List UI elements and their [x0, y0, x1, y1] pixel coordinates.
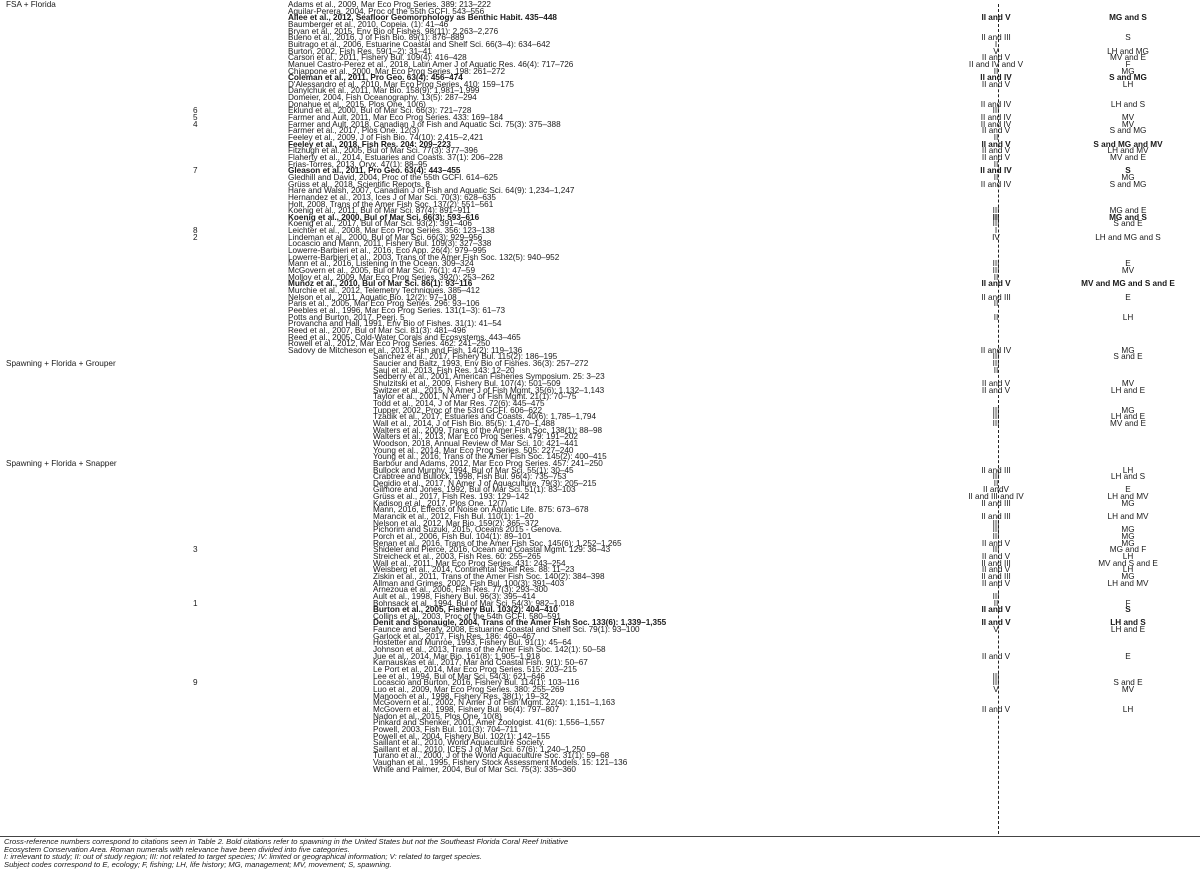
citation-text: Coleman et al., 2011, Pro Geo. 63(4): 456–474 — [288, 73, 463, 83]
citation-text: Young et al., 2016, Trans of the Amer Fish Soc. 145(2): 400–415 — [373, 452, 607, 462]
relevance-code: II and III — [981, 33, 1011, 43]
relevance-code: III — [992, 525, 1000, 535]
citation-text: Peebles et al., 1996, Mar Eco Prog Series. 131(1–3): 61–73 — [288, 305, 506, 315]
relevance-code: II and V — [981, 565, 1011, 575]
citation-text: White and Palmer, 2004, Bul of Mar Sci. 75(3): 335–360 — [373, 764, 576, 774]
subject-code: LH and MG — [1107, 46, 1149, 56]
relevance-code: II and V — [981, 152, 1011, 162]
citation-text: Reed et al., 2007, Bul of Mar Sci. 81(3): 481–496 — [288, 325, 466, 335]
subject-code: LH and MG and S — [1095, 232, 1161, 242]
citation-text: Lowerre-Barbieri et al., 2003, Trans of the Amer Fish Soc. 132(5): 940–952 — [288, 252, 560, 262]
relevance-code: II and III — [981, 558, 1011, 568]
citation-text: Luo et al., 2009, Mar Eco Prog Series. 380: 255–269 — [373, 684, 565, 694]
subject-code: S — [1125, 605, 1131, 615]
citation-text: Jue et al., 2014, Mar Bio. 161(8): 1,905–1,918 — [373, 651, 541, 661]
subject-code: MG and F — [1109, 545, 1147, 555]
category-label: Spawning + Florida + Snapper — [6, 458, 117, 468]
subject-code: LH and S — [1110, 618, 1146, 628]
subject-code: E — [1125, 651, 1131, 661]
citation-text: Sadovy de Mitcheson et al., 2013, Fish and Fish. 14(2): 119–136 — [288, 345, 523, 355]
citation-text: Shideler and Pierce, 2016, Ocean and Coastal Mgmt. 129: 36–43 — [373, 545, 611, 555]
relevance-code: II and IV — [980, 113, 1012, 123]
citation-text: Feeley et al., 2018, Fish Res. 204: 209–223 — [288, 139, 451, 149]
subject-code: S and MG and MV — [1093, 139, 1163, 149]
relevance-code: II and IV and V — [968, 59, 1024, 69]
citation-text: Wall et al., 2014, J of Fish Bio. 85(5): 1,470–1,488 — [373, 418, 555, 428]
footnote-line-1: Cross-reference numbers correspond to citations seen in Table 2. Bold citations refer to spawning in the United States but not the Southeast Florida Coral Reef Initiative — [4, 837, 569, 846]
category-label: FSA + Florida — [6, 0, 56, 9]
subject-code: S and MG — [1109, 126, 1147, 136]
relevance-code: III — [992, 671, 1000, 681]
cross-reference-number: 1 — [193, 598, 198, 608]
relevance-code: II and V — [981, 551, 1011, 561]
citation-text: Domeier, 2004, Fish Oceanography. 13(5): 287–294 — [288, 93, 477, 103]
citation-text: Renan et al., 2016, Trans of the Amer Fish Soc. 145(6): 1,252–1,265 — [373, 538, 622, 548]
relevance-code: II and V — [981, 651, 1011, 661]
subject-code: MG — [1121, 538, 1135, 548]
subject-code: S and E — [1113, 219, 1143, 229]
relevance-code: II and V — [981, 618, 1011, 628]
subject-code: LH and E — [1110, 412, 1146, 422]
citation-text: Burton et al., 2005, Fishery Bul. 103(2): 404–410 — [373, 605, 558, 615]
cross-reference-number: 4 — [193, 119, 198, 129]
citation-text: Hernandez et al., 2013, Ices J of Mar Sci. 70(3): 628–635 — [288, 192, 496, 202]
cross-reference-number: 6 — [193, 106, 198, 116]
citation-text: Denit and Sponaugle, 2004, Trans of the Amer Fish Soc. 133(6): 1,339–1,355 — [373, 618, 667, 628]
citation-text: Johnson et al., 2013, Trans of the Amer Fish Soc. 142(1): 50–58 — [373, 645, 606, 655]
citation-text: Farmer and Ault, 2018, Canadian J of Fish and Aquatic Sci. 75(3): 375–388 — [288, 119, 561, 129]
subject-code: LH and E — [1110, 385, 1146, 395]
subject-code: MV — [1121, 119, 1135, 129]
citation-text: Degidio et al., 2017, N Amer J of Aquaculture. 79(3): 205–215 — [373, 478, 597, 488]
footnote-line-2: Ecosystem Conservation Area. Roman numerals with relevance have been divided into five categories. — [4, 844, 350, 854]
subject-code: MV and E — [1110, 152, 1146, 162]
citation-text: Saul et al., 2013, Fish Res. 143: 12–20 — [373, 365, 515, 375]
subject-code: MV — [1121, 113, 1135, 123]
citation-text: Rowell et al., 2012, Mar Eco Prog Series. 462: 241–250 — [288, 339, 491, 349]
subject-code: MG and S — [1109, 212, 1147, 222]
citation-text: Le Port et al., 2014, Mar Eco Prog Series. 515: 203–215 — [373, 665, 577, 674]
citation-text: Woodson, 2018, Annual Review of Mar Sci. 10: 421–441 — [373, 438, 579, 448]
subject-code: MG and S — [1109, 13, 1147, 23]
subject-code: S and E — [1113, 678, 1143, 688]
relevance-code: II and III — [981, 512, 1011, 522]
relevance-code: II — [993, 365, 999, 375]
citation-text: Potts and Burton, 2017, Peerj. 5 — [288, 312, 405, 322]
citation-text: Nadon et al., 2015, Plos One. 10(8) — [373, 711, 502, 721]
citation-text: Muñoz et al., 2010, Bul of Mar Sci. 86(1): 93–116 — [288, 279, 473, 289]
citation-text: Kadison et al., 2017, Plos One. 12(7) — [373, 498, 508, 508]
citation-text: Saucier and Baltz, 1993, Env Bio of Fishes. 36(3): 257–272 — [373, 359, 589, 369]
relevance-code: II and V — [981, 279, 1011, 289]
citation-text: Nelson et al., 2011, Aquatic Bio. 12(2): 97–108 — [288, 292, 457, 302]
citation-text: Locascio and Burton, 2016, Fishery Bul. 114(1): 103–116 — [373, 678, 580, 688]
citation-text: Baumberger et al., 2010, Copeia. (1): 41–46 — [288, 19, 449, 29]
subject-code: E — [1125, 259, 1131, 269]
subject-code: S and MG — [1109, 73, 1147, 83]
relevance-code: II and IV — [980, 166, 1012, 176]
cross-reference-number: 7 — [193, 166, 198, 176]
subject-code: S — [1125, 166, 1131, 176]
relevance-code: V — [993, 625, 999, 635]
citation-text: Locascio and Mann, 2011, Fishery Bul. 109(3): 327–338 — [288, 239, 492, 249]
relevance-code: II — [993, 312, 999, 322]
relevance-code: IV — [992, 232, 1000, 242]
citation-text: Chiappone et al., 2000, Mar Eco Prog Series. 198: 261–272 — [288, 66, 506, 76]
citation-text: Lee et al., 1994, Bul of Mar Sci. 54(3): 621–646 — [373, 671, 546, 681]
relevance-code: V — [993, 684, 999, 694]
citation-text: Bueno et al., 2016, J of Fish Bio. 89(1): 876–889 — [288, 33, 465, 43]
citation-text: McGovern et al., 2005, Bul of Mar Sci. 76(1): 47–59 — [288, 266, 476, 275]
relevance-code: III — [992, 352, 1000, 362]
citation-text: Crabtree and Bullock, 1998, Fish Bul. 96(4): 735–753 — [373, 472, 567, 482]
relevance-code: III — [992, 212, 1000, 222]
relevance-code: III — [992, 266, 1000, 275]
subject-code: MV and MG and S and E — [1081, 279, 1175, 289]
citation-text: Lowerre-Barbieri et al., 2016, Eco App. 26(4): 979–995 — [288, 246, 487, 256]
relevance-code: II — [993, 172, 999, 182]
relevance-code: III — [992, 591, 1000, 601]
citation-text: Ault et al., 1998, Fishery Bul. 96(3): 395–414 — [373, 591, 536, 601]
citation-text: Frias-Torres, 2013, Oryx. 47(1): 88–95 — [288, 159, 428, 169]
citation-text: Provancha and Hall, 1991, Env Bio of Fishes. 31(1): 41–54 — [288, 319, 502, 329]
relevance-code: II and V — [981, 139, 1011, 149]
subject-code: MG — [1121, 571, 1135, 581]
relevance-code: I — [994, 226, 998, 236]
citation-text: Adams et al., 2009, Mar Eco Prog Series. 389: 213–222 — [288, 0, 491, 9]
relevance-code: II and IV — [980, 345, 1012, 355]
relevance-code: I — [994, 39, 998, 49]
cross-reference-number: 5 — [193, 113, 198, 123]
citation-text: Walters et al., 2009, Trans of the Amer Fish Soc. 138(1): 88–98 — [373, 425, 603, 435]
subject-code: E — [1125, 485, 1131, 495]
subject-code: MG and E — [1109, 206, 1147, 216]
subject-code: MG — [1121, 532, 1135, 541]
citation-text: Gleason et al., 2011, Pro Geo. 63(4): 443–455 — [288, 166, 461, 176]
relevance-code: II — [993, 159, 999, 169]
citation-text: Mann, 2016, Effects of Noise on Aquatic Life. 875: 673–678 — [373, 505, 589, 515]
citation-text: Holt, 2008, Trans of the Amer Fish Soc. 137(2): 551–561 — [288, 199, 494, 209]
relevance-code: II — [993, 299, 999, 309]
relevance-code: II and V — [981, 704, 1011, 714]
citation-text: Paris et al., 2005, Mar Eco Prog Series. 296: 93–106 — [288, 299, 480, 309]
citation-text: Bohnsack et al., 1994, Bul of Mar Sci. 54(3): 982–1,018 — [373, 598, 575, 608]
citation-text: Shulzitski et al., 2009, Fishery Bul. 107(4): 501–509 — [373, 379, 561, 389]
relevance-code: II and V — [981, 126, 1011, 136]
citation-text: Vaughan et al., 1995, Fishery Stock Assessment Models. 15: 121–136 — [373, 758, 628, 768]
cross-reference-number: 9 — [193, 678, 198, 688]
relevance-code: II and V — [981, 13, 1011, 23]
subject-code: MG — [1121, 172, 1135, 182]
relevance-code: II and IV — [980, 73, 1012, 83]
citation-text: Manooch et al., 1998, Fishery Res. 38(1): 19–32 — [373, 691, 549, 701]
citation-text: Garlock et al., 2017, Fish Res. 186: 460–467 — [373, 631, 536, 641]
citation-text: Murchie et al., 2012, Telemetry Techniques. 385–412 — [288, 285, 480, 295]
citation-text: Farmer and Ault, 2011, Mar Eco Prog Series. 433: 169–184 — [288, 113, 504, 123]
citation-text: Manuel Castro-Perez et al., 2018, Latin Amer J of Aquatic Res. 46(4): 717–726 — [288, 59, 574, 69]
subject-code: MG — [1121, 66, 1135, 76]
relevance-code: V — [993, 46, 999, 56]
citation-text: Fitzhugh et al., 2005, Bul of Mar Sci. 77(3): 377–396 — [288, 146, 478, 156]
citation-text: Karnauskas et al., 2017, Mar and Coastal Fish. 9(1): 50–67 — [373, 658, 588, 668]
subject-code: LH — [1122, 465, 1134, 475]
subject-code: LH and S — [1110, 99, 1146, 109]
citation-text: Bryan et al., 2015, Env Bio of Fishes. 98(11): 2,263–2,276 — [288, 26, 499, 36]
subject-code: MV and S and E — [1098, 558, 1158, 568]
citation-text: Pinkard and Shenker, 2001, Amer Zoologist. 41(6): 1,556–1,557 — [373, 718, 605, 728]
citation-text: Grüss et al., 2018, Scientific Reports. 8 — [288, 179, 430, 189]
relevance-code: III — [992, 259, 1000, 269]
subject-code: LH and MV — [1107, 578, 1149, 588]
citation-text: Saillant et al., 2010, ICES J of Mar Sci. 67(6): 1,240–1,250 — [373, 744, 586, 754]
citation-text: Young et al., 2014, Mar Eco Prog Series. 505: 227–240 — [373, 445, 574, 455]
cross-reference-number: 8 — [193, 226, 198, 236]
relevance-code: II — [993, 478, 999, 488]
relevance-code: III — [992, 472, 1000, 482]
relevance-code: II and V — [981, 385, 1011, 395]
subject-code: LH — [1122, 312, 1134, 322]
relevance-code: III — [992, 412, 1000, 422]
citation-text: D'Alessandro et al., 2010, Mar Eco Prog Series. 410: 159–175 — [288, 79, 514, 89]
citation-text: Hostetter and Munroe, 1993, Fishery Bul. 91(1): 45–64 — [373, 638, 572, 648]
cross-reference-number: 2 — [193, 232, 198, 242]
relevance-code: II and III — [981, 292, 1011, 302]
subject-code: MV and E — [1110, 53, 1146, 63]
citation-text: Streicheck et al., 2003, Fish Res. 60: 255–265 — [373, 551, 541, 561]
subject-code: MG — [1121, 498, 1135, 508]
citation-text: Sanchez et al., 2017, Fishery Bul. 115(2): 186–195 — [373, 352, 558, 362]
subject-code: LH — [1122, 551, 1134, 561]
citation-text: Faunce and Serafy, 2008, Estuarine Coastal and Shelf Sci. 79(1): 93–100 — [373, 625, 640, 635]
subject-code: F — [1125, 59, 1131, 69]
citation-text: Gledhill and David, 2004, Proc of the 55th GCFI. 614–625 — [288, 172, 498, 182]
citation-text: Grüss et al., 2017, Fish Res. 193: 129–142 — [373, 492, 530, 502]
citation-text: Allee et al., 2012, Seafloor Geomorphology as Benthic Habit. 435–448 — [288, 13, 557, 23]
relevance-code: II and III — [981, 571, 1011, 581]
citation-text: Turano et al., 2000, J of the World Aquaculture Soc. 31(1): 59–68 — [373, 751, 610, 761]
subject-code: LH — [1122, 565, 1134, 575]
citation-text: Koenig et al., 2000, Bul of Mar Sci. 66(3): 593–616 — [288, 212, 480, 222]
citation-text: Bullock and Murphy, 1994, Bul of Mar Sci. 55(1): 30–45 — [373, 465, 574, 475]
relevance-code: II and IV — [980, 119, 1012, 129]
relevance-code: III — [992, 532, 1000, 541]
subject-code: LH and S — [1110, 472, 1146, 482]
relevance-code: II and V — [981, 379, 1011, 389]
category-label: Spawning + Florida + Grouper — [6, 359, 116, 369]
citation-text: Saillant et al., 2010, World Aquaculture Society. — [373, 738, 545, 748]
citation-text: Tupper, 2002, Proc of the 53rd GCFI. 606–622 — [373, 405, 543, 415]
relevance-code: II andV — [983, 485, 1009, 495]
relevance-code: III — [992, 405, 1000, 415]
relevance-code: II and V — [981, 79, 1011, 89]
footnote-line-4: Subject codes correspond to E, ecology; F, fishing; LH, life history; MG, management; MV, movement; S, spawning. — [4, 859, 392, 869]
subject-code: MG — [1121, 525, 1135, 535]
citation-text: Taylor et al., 2001, N Amer J of Fish Mgmt. 21(1): 70–75 — [373, 392, 577, 402]
relevance-code: II — [993, 66, 999, 76]
citation-text: Collins et al., 2003, Proc of the 54th GCFI. 580–591 — [373, 611, 561, 621]
subject-code: LH and E — [1110, 625, 1146, 635]
citation-text: Tzadik et al., 2017, Estuaries and Coasts. 40(6): 1,785–1,794 — [373, 412, 597, 422]
citation-text: Powell, 2003, Fish Bul. 101(3): 704–711 — [373, 724, 519, 734]
subject-code: MV and E — [1110, 418, 1146, 428]
relevance-code: II and V — [981, 146, 1011, 156]
citation-text: Arnezoua et al., 2006, Fish Res. 77(3): 293–300 — [373, 585, 548, 595]
relevance-code: II and IV — [980, 179, 1012, 189]
subject-code: LH — [1122, 704, 1134, 714]
citation-text: Walters et al., 2013, Mar Eco Prog Series. 479: 191–202 — [373, 432, 578, 442]
relevance-code: II and V — [981, 53, 1011, 63]
citation-text: Switzer et al., 2015, N Amer J of Fish Mgmt. 35(6): 1,132–1,143 — [373, 385, 605, 395]
subject-code: MV — [1121, 266, 1135, 275]
citation-text: Molloy et al., 2009, Mar Eco Prog Series. 392(): 253–262 — [288, 272, 495, 282]
cross-reference-number: 3 — [193, 545, 198, 555]
citation-text: Carson et al., 2011, Fishery Bul. 109(4): 416–428 — [288, 53, 467, 63]
citation-text: Flaherty et al., 2014, Estuaries and Coasts. 37(1): 206–228 — [288, 152, 503, 162]
citation-text: Marancik et al., 2012, Fish Bul. 110(1): 1–20 — [373, 512, 534, 522]
citation-text: McGovern et al., 2002, N Amer J of Fish Mgmt. 22(4): 1,151–1,163 — [373, 698, 616, 708]
citation-text: Mann et al., 2016, Listening in the Ocean. 309–324 — [288, 259, 474, 269]
citation-text: McGovern et al., 1998, Fishery Bul. 96(4): 797–807 — [373, 704, 560, 714]
relevance-code: II and V — [981, 578, 1011, 588]
citation-text: Hare and Walsh, 2007, Canadian J of Fish and Aquatic Sci. 64(9): 1,234–1,247 — [288, 186, 575, 196]
citation-text: Barbour and Adams, 2012, Mar Eco Prog Series. 457: 241–250 — [373, 458, 603, 468]
subject-code: S and MG — [1109, 179, 1147, 189]
citation-text: Farmer et al., 2017, Plos One. 12(3) — [288, 126, 420, 136]
subject-code: MG — [1121, 345, 1135, 355]
citation-text: Weisberg et al., 2014, Continental Shelf Res. 88: 11–23 — [373, 565, 575, 575]
relevance-code: III — [992, 678, 1000, 688]
citation-text: Nelson et al., 2012, Mar Bio. 159(2): 365–372 — [373, 518, 539, 528]
citation-text: Allman and Grimes, 2002, Fish Bul. 100(3): 391–403 — [373, 578, 565, 588]
citation-text: Powell et al., 2004, Fishery Bul. 102(1): 142–155 — [373, 731, 551, 741]
subject-code: LH and MV — [1107, 512, 1149, 522]
relevance-code: II and III and IV — [968, 492, 1024, 502]
relevance-code: III — [992, 518, 1000, 528]
citation-text: Aguilar-Perera, 2004, Proc of the 55th GCFI. 543–556 — [288, 6, 485, 16]
subject-code: LH and MV — [1107, 492, 1149, 502]
subject-code: MV — [1121, 379, 1135, 389]
subject-code: MG — [1121, 405, 1135, 415]
citation-text: Burton, 2002, Fish Res. 59(1–2): 31–41 — [288, 46, 432, 56]
relevance-code: III — [992, 418, 1000, 428]
subject-code: E — [1125, 292, 1131, 302]
citation-text: Wall et al., 2011, Mar Eco Prog Series. 431: 243–254 — [373, 558, 566, 568]
relevance-code: III — [992, 206, 1000, 216]
subject-code: LH — [1122, 79, 1134, 89]
citation-text: Buitrago et al., 2006, Estuarine Coastal and Shelf Sci. 66(3–4): 634–642 — [288, 39, 551, 49]
subject-code: LH and MV — [1107, 146, 1149, 156]
citation-text: Feeley et al., 2009, J of Fish Bio. 74(10): 2,415–2,421 — [288, 133, 484, 142]
citation-text: Porch et al., 2006, Fish Bul. 104(1): 89–101 — [373, 532, 532, 541]
citation-text: Lindeman et al., 2000, Bul of Mar Sci. 66(3): 929–956 — [288, 232, 483, 242]
subject-code: S — [1125, 33, 1131, 43]
relevance-code: II and V — [981, 605, 1011, 615]
relevance-code: II — [993, 598, 999, 608]
citation-text: Danylchuk et al., 2011, Mar Bio. 158(9): 1,981–1,999 — [288, 86, 480, 96]
citation-text: Ziskin et al., 2011, Trans of the Amer Fish Soc. 140(2): 384–398 — [373, 571, 605, 581]
subject-code: F — [1125, 598, 1131, 608]
footnote-line-3: I: irrelevant to study; II: out of study region; III: not related to target species; IV: limited or geographical information; V: related to target species. — [4, 852, 482, 862]
citation-text: Gilmore and Jones, 1992, Bul of Mar Sci. 51(1): 83–103 — [373, 485, 576, 495]
relevance-code: III — [992, 219, 1000, 229]
subject-code: MV — [1121, 684, 1135, 694]
table-row — [0, 765, 1200, 775]
citation-text: Koenig et al., 2017, Bul of Mar Sci. 93(2): 391–406 — [288, 219, 472, 229]
citation-text: Pichorim and Suzuki, 2015, Oceans 2015 - Genova. — [373, 525, 562, 535]
citation-text: Eklund et al., 2000, Bul of Mar Sci. 66(3): 721–728 — [288, 106, 472, 116]
relevance-code: III — [992, 106, 1000, 116]
citation-text: Leichter et al., 2008, Mar Eco Prog Series. 356: 123–138 — [288, 226, 495, 236]
subject-code: S and E — [1113, 352, 1143, 362]
relevance-code: II and IV — [980, 99, 1012, 109]
relevance-code: II — [993, 272, 999, 282]
citation-text: Sedberry et al., 2001, American Fisheries Symposium. 25: 3–23 — [373, 372, 605, 382]
citation-text: Todd et al., 2014, J of Mar Res. 72(6): 445–475 — [373, 399, 545, 408]
relevance-code: III — [992, 359, 1000, 369]
citation-text: Donahue et al., 2015, Plos One. 10(6) — [288, 99, 426, 109]
relevance-code: II and V — [981, 538, 1011, 548]
citation-text: Koenig et al., 2011, Bul of Mar Sci. 87(4): 891–911 — [288, 206, 471, 216]
relevance-code: II — [993, 133, 999, 142]
citation-text: Reed et al., 2005, Cold-Water Corals and Ecosystems. 443–465 — [288, 332, 521, 342]
relevance-code: II and III — [981, 465, 1011, 475]
relevance-code: III — [992, 545, 1000, 555]
relevance-code: II and III — [981, 498, 1011, 508]
